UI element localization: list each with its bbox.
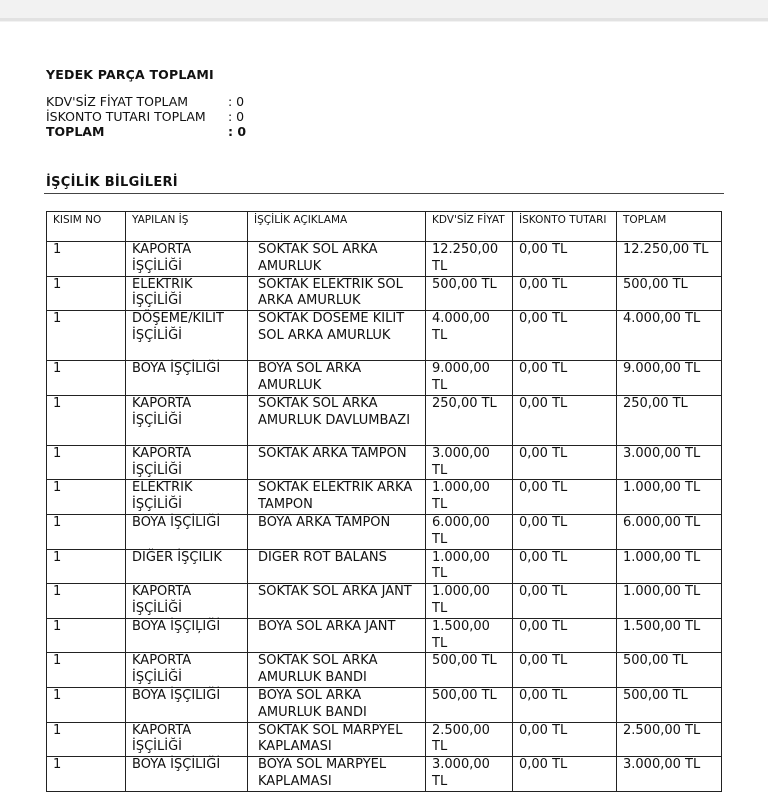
cell-yapilan-is: BOYA İŞÇİLIĞİ [126, 514, 248, 549]
cell-yapilan-is: KAPORTA İŞÇİLİĞİ [126, 395, 248, 445]
cell-iskonto-tutari: 0,00 TL [513, 722, 617, 757]
cell-kdvsiz-fiyat: 500,00 TL [426, 653, 513, 688]
cell-toplam: 500,00 TL [617, 687, 722, 722]
cell-kdvsiz-fiyat: 4.000,00 TL [426, 311, 513, 361]
cell-toplam: 3.000,00 TL [617, 757, 722, 792]
table-row [47, 361, 722, 396]
cell-iskonto-tutari: 0,00 TL [513, 687, 617, 722]
table-row [47, 276, 722, 311]
cell-toplam: 6.000,00 TL [617, 514, 722, 549]
cell-kdvsiz-fiyat: 1.500,00 TL [426, 618, 513, 653]
cell-iscilik-aciklama: SOKTAK SOL ARKA AMURLUK [248, 242, 426, 277]
cell-kisim-no: 1 [47, 618, 126, 653]
cell-yapilan-is: KAPORTA İŞÇİLİĞİ [126, 584, 248, 619]
cell-yapilan-is: DÖŞEME/KILIT İŞÇİLİĞİ [126, 311, 248, 361]
cell-iskonto-tutari: 0,00 TL [513, 480, 617, 515]
cell-kisim-no: 1 [47, 687, 126, 722]
cell-kisim-no: 1 [47, 549, 126, 584]
col-header-toplam: TOPLAM [617, 212, 722, 242]
table-row [47, 584, 722, 619]
cell-iscilik-aciklama: BOYA SOL ARKA AMURLUK [248, 361, 426, 396]
cell-iskonto-tutari: 0,00 TL [513, 242, 617, 277]
cell-yapilan-is: BOYA İŞÇIĻIĞİ [126, 618, 248, 653]
cell-kdvsiz-fiyat: 1.000,00 TL [426, 480, 513, 515]
cell-yapilan-is: ELEKTRIK İŞÇİLİĞİ [126, 480, 248, 515]
cell-yapilan-is: ELEKTRIK İŞÇİLİĞİ [126, 276, 248, 311]
parts-summary-row-total [46, 124, 246, 139]
parts-summary-title: YEDEK PARÇA TOPLAMI [46, 67, 214, 82]
cell-yapilan-is: KAPORTA İŞÇİLİĞİ [126, 653, 248, 688]
cell-yapilan-is: BOYA İŞÇİLIĞİ [126, 757, 248, 792]
cell-iskonto-tutari: 0,00 TL [513, 584, 617, 619]
cell-iscilik-aciklama: SOKTAK SOL MARPYEL KAPLAMASI [248, 722, 426, 757]
cell-iskonto-tutari: 0,00 TL [513, 395, 617, 445]
parts-summary-row-discount [46, 109, 244, 124]
table-row [47, 653, 722, 688]
table-row [47, 445, 722, 480]
col-header-iskonto-tutari: İSKONTO TUTARI [513, 212, 617, 242]
summary-value: : 0 [228, 94, 245, 109]
cell-iskonto-tutari: 0,00 TL [513, 653, 617, 688]
cell-iscilik-aciklama: BOYA SOL ARKA JANT [248, 618, 426, 653]
cell-yapilan-is: KAPORTA İŞÇİLİĞİ [126, 445, 248, 480]
cell-kdvsiz-fiyat: 500,00 TL [426, 276, 513, 311]
cell-iscilik-aciklama: SOKTAK ELEKTRIK SOL ARKA AMURLUK [248, 276, 426, 311]
cell-kisim-no: 1 [47, 361, 126, 396]
cell-kdvsiz-fiyat: 12.250,00 TL [426, 242, 513, 277]
col-header-kdvsiz-fiyat: KDV'SİZ FİYAT [426, 212, 513, 242]
cell-iskonto-tutari: 0,00 TL [513, 549, 617, 584]
cell-kdvsiz-fiyat: 9.000,00 TL [426, 361, 513, 396]
cell-toplam: 4.000,00 TL [617, 311, 722, 361]
cell-iscilik-aciklama: SOKTAK SOL ARKA AMURLUK BANDI [248, 653, 426, 688]
labor-section-title: İŞÇİLİK BİLGİLERİ [46, 175, 178, 190]
cell-toplam: 500,00 TL [617, 276, 722, 311]
cell-iskonto-tutari: 0,00 TL [513, 618, 617, 653]
cell-toplam: 9.000,00 TL [617, 361, 722, 396]
cell-kisim-no: 1 [47, 311, 126, 361]
cell-toplam: 1.000,00 TL [617, 584, 722, 619]
table-row [47, 757, 722, 792]
cell-kisim-no: 1 [47, 653, 126, 688]
cell-iscilik-aciklama: SOKTAK ARKA TAMPON [248, 445, 426, 480]
cell-iscilik-aciklama: SOKTAK SOL ARKA JANT [248, 584, 426, 619]
cell-yapilan-is: KAPORTA İŞÇİLİĞİ [126, 242, 248, 277]
cell-kisim-no: 1 [47, 395, 126, 445]
cell-iscilik-aciklama: BOYA SOL ARKA AMURLUK BANDI [248, 687, 426, 722]
cell-kisim-no: 1 [47, 514, 126, 549]
table-row [47, 395, 722, 445]
col-header-iscilik-aciklama: İŞÇİLİK AÇIKLAMA [248, 212, 426, 242]
cell-iscilik-aciklama: DIGER ROT BALANS [248, 549, 426, 584]
cell-iskonto-tutari: 0,00 TL [513, 311, 617, 361]
cell-iskonto-tutari: 0,00 TL [513, 514, 617, 549]
cell-toplam: 2.500,00 TL [617, 722, 722, 757]
cell-kdvsiz-fiyat: 1.000,00 TL [426, 584, 513, 619]
cell-kdvsiz-fiyat: 3.000,00 TL [426, 757, 513, 792]
table-row [47, 242, 722, 277]
table-row [47, 311, 722, 361]
table-row [47, 480, 722, 515]
summary-label: KDV'SİZ FİYAT TOPLAM [46, 94, 189, 109]
cell-toplam: 12.250,00 TL [617, 242, 722, 277]
summary-value: : 0 [228, 109, 245, 124]
table-row [47, 549, 722, 584]
cell-iscilik-aciklama: SOKTAK DOSEME KILIT SOL ARKA AMURLUK [248, 311, 426, 361]
cell-kisim-no: 1 [47, 445, 126, 480]
cell-yapilan-is: BOYA İŞÇİLIĞİ [126, 361, 248, 396]
cell-toplam: 3.000,00 TL [617, 445, 722, 480]
cell-kisim-no: 1 [47, 480, 126, 515]
cell-iscilik-aciklama: SOKTAK ELEKTRIK ARKA TAMPON [248, 480, 426, 515]
cell-kdvsiz-fiyat: 500,00 TL [426, 687, 513, 722]
cell-yapilan-is: BOYA İŞÇILIĞİ [126, 687, 248, 722]
cell-toplam: 250,00 TL [617, 395, 722, 445]
cell-kdvsiz-fiyat: 2.500,00 TL [426, 722, 513, 757]
labor-table-header [47, 212, 722, 242]
viewer-top-bar-divider [0, 18, 768, 21]
labor-table [46, 211, 722, 792]
parts-summary-row-net-price [46, 94, 244, 109]
cell-toplam: 500,00 TL [617, 653, 722, 688]
cell-iskonto-tutari: 0,00 TL [513, 757, 617, 792]
table-row [47, 722, 722, 757]
cell-kisim-no: 1 [47, 757, 126, 792]
cell-iskonto-tutari: 0,00 TL [513, 361, 617, 396]
cell-toplam: 1.000,00 TL [617, 549, 722, 584]
cell-kdvsiz-fiyat: 6.000,00 TL [426, 514, 513, 549]
table-row [47, 618, 722, 653]
cell-kdvsiz-fiyat: 1.000,00 TL [426, 549, 513, 584]
cell-kisim-no: 1 [47, 722, 126, 757]
cell-kisim-no: 1 [47, 584, 126, 619]
cell-toplam: 1.500,00 TL [617, 618, 722, 653]
table-row [47, 687, 722, 722]
cell-iscilik-aciklama: BOYA SOL MARPYEL KAPLAMASI [248, 757, 426, 792]
summary-value: : 0 [228, 124, 247, 139]
col-header-kisim-no: KISIM NO [47, 212, 126, 242]
cell-toplam: 1.000,00 TL [617, 480, 722, 515]
summary-label: İSKONTO TUTARI TOPLAM [46, 109, 206, 124]
col-header-yapilan-is: YAPILAN İŞ [126, 212, 248, 242]
cell-kdvsiz-fiyat: 250,00 TL [426, 395, 513, 445]
cell-yapilan-is: KAPORTA İŞÇİLİĞİ [126, 722, 248, 757]
table-row [47, 514, 722, 549]
labor-section-divider [44, 193, 724, 194]
cell-iscilik-aciklama: BOYA ARKA TAMPON [248, 514, 426, 549]
cell-iskonto-tutari: 0,00 TL [513, 276, 617, 311]
cell-iscilik-aciklama: SOKTAK SOL ARKA AMURLUK DAVLUMBAZI [248, 395, 426, 445]
cell-kdvsiz-fiyat: 3.000,00 TL [426, 445, 513, 480]
summary-label: TOPLAM [46, 124, 105, 139]
cell-kisim-no: 1 [47, 242, 126, 277]
cell-yapilan-is: DIĞER İŞÇILIK [126, 549, 248, 584]
cell-kisim-no: 1 [47, 276, 126, 311]
cell-iskonto-tutari: 0,00 TL [513, 445, 617, 480]
